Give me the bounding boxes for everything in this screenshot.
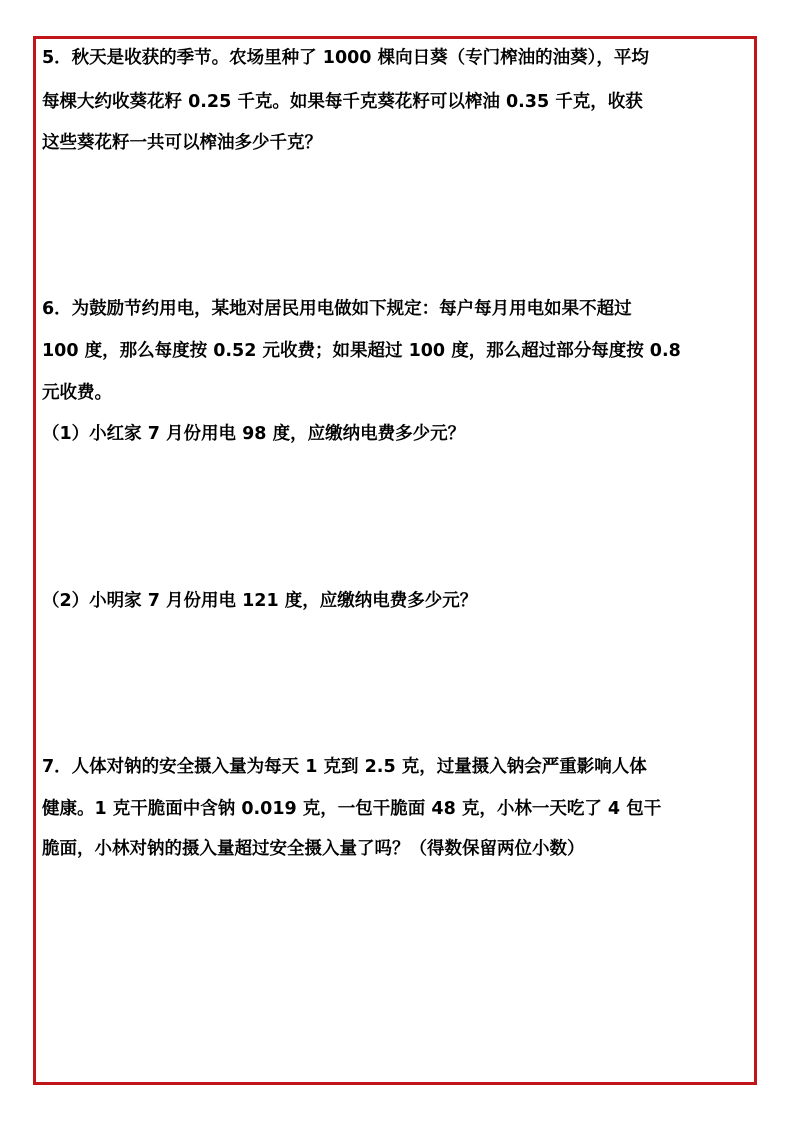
problem-6-question-2: （2）小明家 7 月份用电 121 度，应缴纳电费多少元？ xyxy=(42,591,478,611)
problem-6-line-3: 元收费。 xyxy=(42,383,112,403)
problem-7-line-2: 健康。1 克干脆面中含钠 0.019 克，一包干脆面 48 克，小林一天吃了 4 包干 xyxy=(42,799,662,819)
problem-5-line-2: 每棵大约收葵花籽 0.25 千克。如果每千克葵花籽可以榨油 0.35 千克，收获 xyxy=(42,92,643,112)
problem-5-line-3: 这些葵花籽一共可以榨油多少千克？ xyxy=(42,133,322,153)
problem-7-line-3: 脆面，小林对钠的摄入量超过安全摄入量了吗？（得数保留两位小数） xyxy=(42,839,585,859)
problem-6-line-2: 100 度，那么每度按 0.52 元收费；如果超过 100 度，那么超过部分每度按 0.8 xyxy=(42,341,681,361)
worksheet-border xyxy=(33,36,757,1085)
problem-5-line-1: 5．秋天是收获的季节。农场里种了 1000 棵向日葵（专门榨油的油葵），平均 xyxy=(42,48,649,68)
problem-6-question-1: （1）小红家 7 月份用电 98 度，应缴纳电费多少元？ xyxy=(42,424,466,444)
problem-6-line-1: 6．为鼓励节约用电，某地对居民用电做如下规定：每户每月用电如果不超过 xyxy=(42,299,632,319)
problem-7-line-1: 7．人体对钠的安全摄入量为每天 1 克到 2.5 克，过量摄入钠会严重影响人体 xyxy=(42,757,647,777)
